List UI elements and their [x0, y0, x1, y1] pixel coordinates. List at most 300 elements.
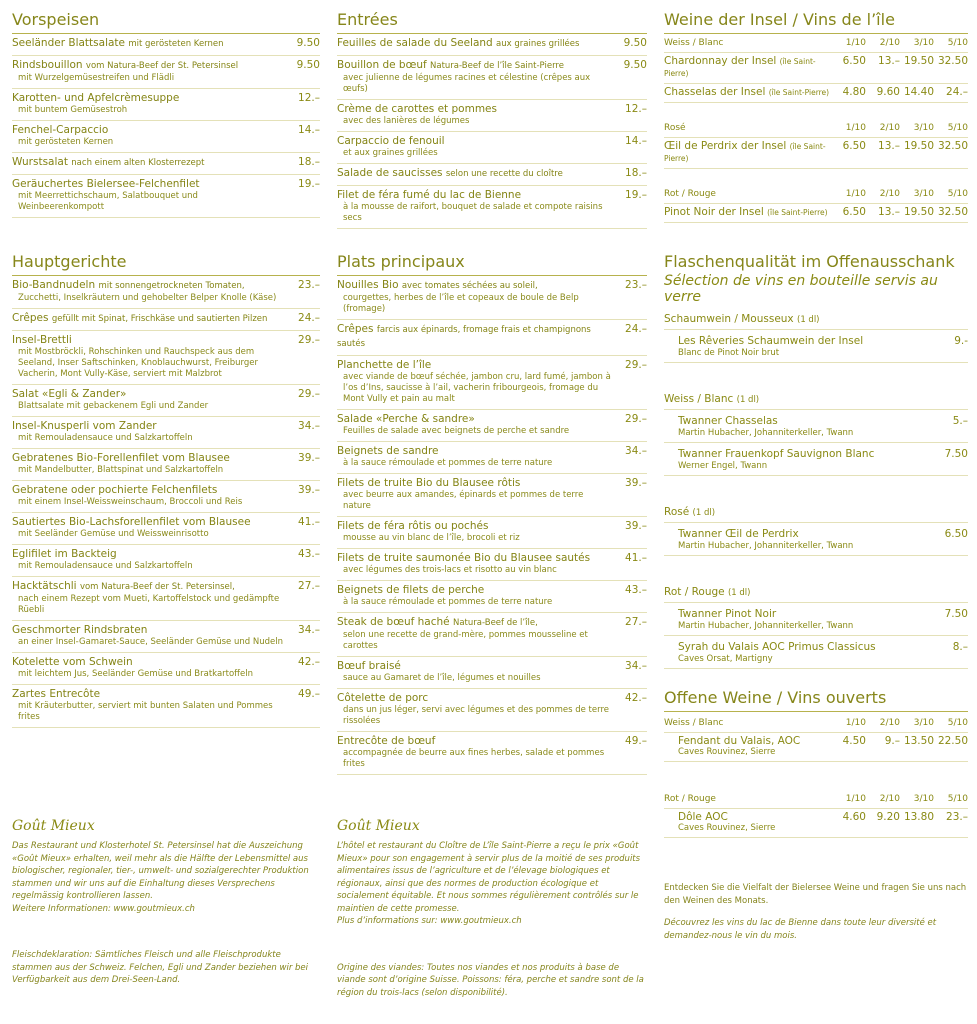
wine-group-label: Rot / Rouge [664, 788, 832, 809]
dish-description: nach einem Rezept vom Mueti, Kartoffelstock und gedämpfte Rüebli [18, 594, 280, 615]
menu-item [337, 164, 647, 186]
open-wine-producer: Caves Rouvinez, Sierre [678, 747, 776, 757]
wine-group-label: Rosé (1 dl) [664, 502, 968, 523]
menu-item [12, 653, 320, 685]
dish-price: 9.50 [296, 59, 320, 71]
wine-price: 6.50 [832, 204, 866, 223]
wine-price: 19.50 [900, 138, 934, 169]
dish-description: selon une recette de grand-mère, pommes mousseline et carottes [343, 630, 588, 651]
wine-group-table [664, 34, 968, 103]
dish-name: Gebratene oder pochierte Felchenfilets [12, 484, 218, 496]
wine-col-label: 3/10 [900, 788, 934, 809]
dish-price: 12.– [625, 103, 647, 115]
dish-description: Blattsalate mit gebackenem Egli und Zander [18, 401, 209, 411]
flaschen-section [664, 252, 968, 669]
dish-price: 24.– [298, 312, 320, 324]
dish-price: 27.– [298, 580, 320, 592]
dish-description: avec viande de bœuf séchée, jambon cru, lard fumé, jambon à l’os d’Ins, saucisse à l’ail, vacherin fribourgeois, fromage du Mont Vully et pain au malt [343, 372, 611, 404]
wine-row [664, 809, 968, 838]
vorspeisen-title: Vorspeisen [12, 10, 320, 34]
wine-row [664, 138, 968, 169]
flaschen-list [664, 309, 968, 669]
dish-price: 34.– [298, 420, 320, 432]
bottle-wine [664, 443, 968, 476]
dish-name: Geräuchertes Bielersee-Felchenfilet [12, 178, 200, 190]
dish-name: Seeländer Blattsalate mit gerösteten Kernen [12, 37, 224, 49]
dish-description: avec légumes des trois-lacs et risotto au vin blanc [343, 565, 557, 575]
dish-description: avec julienne de légumes racines et célestine (crêpes aux œufs) [343, 73, 591, 94]
menu-item [337, 657, 647, 689]
menu-item [12, 153, 320, 175]
offene-title: Offene Weine / Vins ouverts [664, 688, 968, 712]
wine-price: 9.– [866, 733, 900, 762]
wine-note-de: Entdecken Sie die Vielfalt der Bielersee Weine und fragen Sie uns nach den Weinen des Monats. [664, 883, 967, 906]
goutmieux-logo-fr: Goût Mieux [337, 818, 420, 834]
dish-name: Côtelette de porc [337, 692, 429, 704]
menu-item [337, 581, 647, 613]
weine-insel-section [664, 10, 968, 223]
bottle-wine-price: 7.50 [944, 448, 968, 460]
dish-note: aux graines grillées [496, 39, 580, 49]
bottle-wine-name: Twanner Frauenkopf Sauvignon Blanc [678, 448, 875, 460]
wine-col-label: 5/10 [934, 119, 968, 138]
dish-name: Crêpes farcis aux épinards, fromage frais et champignons sautés [337, 323, 591, 349]
bottle-wine-name: Twanner Œil de Perdrix [678, 528, 799, 540]
wine-group-label: Rot / Rouge (1 dl) [664, 582, 968, 603]
dish-name: Filets de féra rôtis ou pochés [337, 520, 489, 532]
dish-note: nach einem alten Klosterrezept [71, 158, 205, 168]
dish-price: 19.– [625, 189, 647, 201]
menu-item [12, 34, 320, 56]
wine-col-label: 2/10 [866, 185, 900, 204]
dish-name: Entrecôte de bœuf [337, 735, 436, 747]
dish-description: et aux graines grillées [343, 148, 438, 158]
bottle-wine-price: 8.– [952, 641, 968, 653]
open-wine-table [664, 788, 968, 838]
wine-origin: (île Saint-Pierre) [664, 57, 816, 78]
menu-item [337, 276, 647, 320]
wine-price: 4.80 [832, 84, 866, 103]
wine-origin: (île Saint-Pierre) [767, 208, 828, 217]
wine-group-measure: (1 dl) [692, 508, 716, 518]
wine-col-label: 5/10 [934, 34, 968, 53]
menu-item [12, 331, 320, 385]
menu-item [12, 309, 320, 331]
menu-item [12, 449, 320, 481]
dish-name: Beignets de filets de perche [337, 584, 485, 596]
dish-price: 42.– [625, 692, 647, 704]
plats-title: Plats principaux [337, 252, 647, 276]
dish-description: mit Remouladensauce und Salzkartoffeln [18, 433, 193, 443]
wine-price: 4.50 [832, 733, 866, 762]
wine-name: Chardonnay der Insel (île Saint-Pierre) [664, 53, 832, 84]
dish-name: Carpaccio de fenouil [337, 135, 445, 147]
wine-price: 14.40 [900, 84, 934, 103]
dish-name: Filet de féra fumé du lac de Bienne [337, 189, 522, 201]
plats-list [337, 276, 647, 775]
dish-price: 39.– [625, 520, 647, 532]
wine-col-label: 1/10 [832, 712, 866, 733]
menu-item [337, 410, 647, 442]
dish-price: 27.– [625, 616, 647, 628]
wine-group-label: Rot / Rouge [664, 185, 832, 204]
menu-item [12, 121, 320, 153]
dish-description: accompagnée de beurre aux fines herbes, salade et pommes frites [343, 748, 605, 769]
wine-price: 13.– [866, 138, 900, 169]
bottle-wine-name: Twanner Pinot Noir [678, 608, 777, 620]
wine-header-row [664, 34, 968, 53]
dish-price: 9.50 [623, 59, 647, 71]
wine-group-label: Schaumwein / Mousseux (1 dl) [664, 309, 968, 330]
hauptgerichte-list [12, 276, 320, 728]
dish-name: Kotelette vom Schwein [12, 656, 133, 668]
dish-price: 41.– [298, 516, 320, 528]
dish-price: 34.– [625, 660, 647, 672]
dish-price: 29.– [298, 334, 320, 346]
wine-col-label: 3/10 [900, 119, 934, 138]
wine-origin: (île Saint-Pierre) [664, 142, 826, 163]
dish-price: 34.– [625, 445, 647, 457]
dish-name: Filets de truite saumonée Bio du Blausee sautés [337, 552, 591, 564]
dish-name: Filets de truite Bio du Blausee rôtis [337, 477, 521, 489]
dish-price: 18.– [625, 167, 647, 179]
bottle-wine [664, 636, 968, 669]
dish-price: 29.– [625, 359, 647, 371]
menu-item [337, 613, 647, 657]
goutmieux-link[interactable]: Weitere Informationen: www.goutmieux.ch [12, 903, 195, 914]
dish-price: 24.– [625, 323, 647, 335]
bottle-wine-price: 6.50 [944, 528, 968, 540]
hauptgerichte-title: Hauptgerichte [12, 252, 320, 276]
dish-price: 39.– [625, 477, 647, 489]
dish-description: dans un jus léger, servi avec légumes et des pommes de terre rissolées [343, 705, 610, 726]
menu-item [12, 513, 320, 545]
dish-note: Natura-Beef de l’île, [452, 618, 538, 628]
vorspeisen-list [12, 34, 320, 218]
dish-description: mousse au vin blanc de l’île, brocoli et riz [343, 533, 520, 543]
meat-declaration: Fleischdeklaration: Sämtliches Fleisch und alle Fleischprodukte stammen aus der Schweiz. Felchen, Egli und Zander beziehen wir bei Verfügbarkeit aus dem Drei-Seen-Land. [12, 950, 309, 985]
wine-price: 32.50 [934, 204, 968, 223]
dish-description: mit Remouladensauce und Salzkartoffeln [18, 561, 193, 571]
dish-description: avec des lanières de légumes [343, 116, 470, 126]
menu-item [12, 545, 320, 577]
menu-item [12, 89, 320, 121]
dish-price: 43.– [625, 584, 647, 596]
menu-item [337, 474, 647, 517]
dish-note: gefüllt mit Spinat, Frischkäse und sautierten Pilzen [51, 314, 268, 324]
wine-price: 22.50 [934, 733, 968, 762]
dish-name: Hacktätschli vom Natura-Beef der St. Petersinsel, [12, 580, 235, 592]
wine-group-measure: (1 dl) [797, 315, 820, 325]
menu-item [12, 481, 320, 513]
wine-header-row [664, 712, 968, 733]
hauptgerichte-section [12, 252, 320, 728]
plats-section [337, 252, 647, 775]
entrees-list [337, 34, 647, 229]
dish-price: 49.– [298, 688, 320, 700]
wine-name [664, 809, 832, 838]
dish-description: Feuilles de salade avec beignets de perche et sandre [343, 426, 570, 436]
menu-item [12, 621, 320, 653]
wine-price: 19.50 [900, 53, 934, 84]
menu-item [337, 186, 647, 229]
wine-note-fr: Découvrez les vins du lac de Bienne dans toute leur diversité et demandez-nous le vin du mois. [664, 918, 937, 941]
dish-price: 23.– [298, 279, 320, 291]
dish-price: 12.– [298, 92, 320, 104]
dish-description: mit Wurzelgemüsestreifen und Flädli [18, 73, 175, 83]
bottle-wine [664, 523, 968, 556]
menu-item [337, 356, 647, 410]
wine-group-label: Rosé [664, 119, 832, 138]
wine-price: 9.20 [866, 809, 900, 838]
wine-price: 6.50 [832, 53, 866, 84]
dish-name: Crêpes gefüllt mit Spinat, Frischkäse und sautierten Pilzen [12, 312, 268, 324]
wine-col-label: 2/10 [866, 788, 900, 809]
dish-name: Insel-Brettli [12, 334, 72, 346]
footer-german [12, 818, 320, 987]
wine-row [664, 733, 968, 762]
footer-wine [664, 882, 968, 942]
dish-name: Salade de saucisses selon une recette du cloître [337, 167, 563, 179]
dish-description: mit buntem Gemüsestroh [18, 105, 128, 115]
wine-price: 13.80 [900, 809, 934, 838]
bottle-wine-name: Twanner Chasselas [678, 415, 778, 427]
dish-name: Bœuf braisé [337, 660, 401, 672]
dish-description: à la sauce rémoulade et pommes de terre nature [343, 458, 553, 468]
open-wine-producer: Caves Rouvinez, Sierre [678, 823, 776, 833]
menu-item [337, 442, 647, 474]
wine-price: 6.50 [832, 138, 866, 169]
dish-name: Fenchel-Carpaccio [12, 124, 109, 136]
menu-item [337, 56, 647, 100]
wine-header-row [664, 788, 968, 809]
dish-price: 43.– [298, 548, 320, 560]
bottle-wine-price: 5.– [952, 415, 968, 427]
wine-price: 13.50 [900, 733, 934, 762]
dish-name: Nouilles Bio avec tomates séchées au soleil, [337, 279, 538, 291]
bottle-wine-price: 7.50 [944, 608, 968, 620]
dish-name: Feuilles de salade du Seeland aux graines grillées [337, 37, 580, 49]
dish-price: 29.– [625, 413, 647, 425]
dish-name: Beignets de sandre [337, 445, 439, 457]
dish-name: Planchette de l’île [337, 359, 432, 371]
dish-description: sauce au Gamaret de l’île, légumes et nouilles [343, 673, 541, 683]
bottle-wine [664, 410, 968, 443]
dish-description: mit einem Insel-Weissweinschaum, Broccoli und Reis [18, 497, 243, 507]
dish-price: 39.– [298, 484, 320, 496]
goutmieux-logo: Goût Mieux [12, 818, 95, 834]
dish-price: 9.50 [623, 37, 647, 49]
flaschen-title: Flaschenqualität im Offenausschank [664, 252, 955, 271]
wine-col-label: 5/10 [934, 788, 968, 809]
dish-description: à la sauce rémoulade et pommes de terre nature [343, 597, 553, 607]
dish-description: Zucchetti, Inselkräutern und gehobelter Belper Knolle (Käse) [18, 293, 277, 303]
wine-group-label: Weiss / Blanc (1 dl) [664, 389, 968, 410]
wine-price: 19.50 [900, 204, 934, 223]
menu-item [337, 732, 647, 775]
entrees-title: Entrées [337, 10, 647, 34]
wine-price: 32.50 [934, 138, 968, 169]
bottle-wine-name: Les Rêveries Schaumwein der Insel [678, 335, 864, 347]
dish-price: 39.– [298, 452, 320, 464]
bottle-wine-producer: Martin Hubacher, Johanniterkeller, Twann [678, 621, 854, 631]
entrees-section [337, 10, 647, 229]
weine-insel-list [664, 34, 968, 223]
dish-name: Eglifilet im Backteig [12, 548, 117, 560]
meat-declaration-fr: Origine des viandes: Toutes nos viandes et nos produits à base de viande sont d’origine Suisse. Poissons: féra, perche et sandre sont de la région du trois-lacs (selon disponibilité). [337, 962, 644, 998]
wine-col-label: 3/10 [900, 34, 934, 53]
wine-col-label: 2/10 [866, 119, 900, 138]
wine-col-label: 5/10 [934, 712, 968, 733]
menu-item [12, 417, 320, 449]
bottle-wine-producer: Martin Hubacher, Johanniterkeller, Twann [678, 428, 854, 438]
wine-group-table [664, 119, 968, 169]
wine-price: 32.50 [934, 53, 968, 84]
dish-name: Rindsbouillon vom Natura-Beef der St. Petersinsel [12, 59, 239, 71]
wine-col-label: 2/10 [866, 34, 900, 53]
wine-name: Chasselas der Insel (île Saint-Pierre) [664, 84, 832, 103]
wine-col-label: 5/10 [934, 185, 968, 204]
dish-name: Bio-Bandnudeln mit sonnengetrockneten Tomaten, [12, 279, 245, 291]
menu-item [337, 549, 647, 581]
bottle-wine-name: Syrah du Valais AOC Primus Classicus [678, 641, 876, 653]
dish-note: avec tomates séchées au soleil, [401, 281, 538, 291]
menu-item [337, 320, 647, 356]
dish-price: 19.– [298, 178, 320, 190]
dish-price: 18.– [298, 156, 320, 168]
menu-item [337, 689, 647, 732]
dish-note: Natura-Beef de l’île Saint-Pierre [430, 61, 564, 71]
wine-price: 13.– [866, 204, 900, 223]
offene-list [664, 712, 968, 838]
bottle-wine-producer: Caves Orsat, Martigny [678, 654, 773, 664]
dish-name: Salat «Egli & Zander» [12, 388, 127, 400]
dish-description: an einer Insel-Gamaret-Sauce, Seeländer Gemüse und Nudeln [18, 637, 283, 647]
dish-price: 23.– [625, 279, 647, 291]
dish-name: Sautiertes Bio-Lachsforellenfilet vom Blausee [12, 516, 251, 528]
bottle-wine [664, 603, 968, 636]
vorspeisen-section [12, 10, 320, 218]
menu-item [337, 517, 647, 549]
bottle-wine [664, 330, 968, 363]
dish-price: 42.– [298, 656, 320, 668]
dish-description: courgettes, herbes de l’île et copeaux de boule de Belp (fromage) [343, 293, 579, 314]
menu-item [12, 175, 320, 218]
menu-item [12, 276, 320, 309]
wine-price: 4.60 [832, 809, 866, 838]
offene-section [664, 688, 968, 838]
wine-name: Pinot Noir der Insel (île Saint-Pierre) [664, 204, 832, 223]
menu-item [12, 385, 320, 417]
dish-name: Crème de carottes et pommes [337, 103, 497, 115]
dish-price: 49.– [625, 735, 647, 747]
wine-group-label: Weiss / Blanc [664, 712, 832, 733]
dish-name: Bouillon de bœuf Natura-Beef de l’île Saint-Pierre [337, 59, 564, 71]
weine-insel-title: Weine der Insel / Vins de l’île [664, 10, 968, 34]
wine-group-table [664, 185, 968, 223]
wine-col-label: 3/10 [900, 185, 934, 204]
dish-description: mit Meerrettichschaum, Salatbouquet und Weinbeerenkompott [18, 191, 198, 212]
wine-price: 13.– [866, 53, 900, 84]
open-wine-name: Fendant du Valais, AOC [678, 735, 801, 747]
dish-description: avec beurre aux amandes, épinards et pommes de terre nature [343, 490, 584, 511]
wine-price: 23.– [934, 809, 968, 838]
dish-description: mit gerösteten Kernen [18, 137, 114, 147]
wine-price: 9.60 [866, 84, 900, 103]
dish-note: farcis aux épinards, fromage frais et champignons sautés [337, 325, 591, 349]
wine-origin: (île Saint-Pierre) [768, 88, 830, 97]
dish-description: mit leichtem Jus, Seeländer Gemüse und Bratkartoffeln [18, 669, 254, 679]
menu-item [12, 685, 320, 728]
dish-description: mit Seeländer Gemüse und Weissweinrisotto [18, 529, 209, 539]
open-wine-table [664, 712, 968, 762]
wine-col-label: 1/10 [832, 185, 866, 204]
dish-name: Salade «Perche & sandre» [337, 413, 475, 425]
dish-name: Steak de bœuf haché Natura-Beef de l’île, [337, 616, 538, 628]
dish-note: mit sonnengetrockneten Tomaten, [98, 281, 245, 291]
dish-description: mit Mostbröckli, Rohschinken und Rauchspeck aus dem Seeland, Inser Saftschinken, Knoblauchwurst, Freiburger Vacherin, Mont Vully-Käse, serviert mit Malzbrot [18, 347, 259, 379]
dish-description: mit Kräuterbutter, serviert mit bunten Salaten und Pommes frites [18, 701, 273, 722]
dish-description: à la mousse de raifort, bouquet de salade et compote raisins secs [343, 202, 603, 223]
goutmieux-link-fr[interactable]: Plus d’informations sur: www.goutmieux.ch [337, 916, 522, 926]
dish-description: mit Mandelbutter, Blattspinat und Salzkartoffeln [18, 465, 224, 475]
flaschen-subtitle: Sélection de vins en bouteille servis au verre [664, 273, 938, 305]
wine-group-measure: (1 dl) [727, 588, 751, 598]
wine-row [664, 53, 968, 84]
wine-group-measure: (1 dl) [736, 395, 760, 405]
wine-col-label: 1/10 [832, 788, 866, 809]
menu-item [12, 56, 320, 89]
wine-price: 24.– [934, 84, 968, 103]
menu-item [337, 132, 647, 164]
dish-price: 41.– [625, 552, 647, 564]
menu-item [337, 34, 647, 56]
dish-price: 29.– [298, 388, 320, 400]
dish-name: Geschmorter Rindsbraten [12, 624, 148, 636]
dish-price: 14.– [625, 135, 647, 147]
dish-note: selon une recette du cloître [445, 169, 563, 179]
wine-col-label: 1/10 [832, 119, 866, 138]
bottle-wine-producer: Blanc de Pinot Noir brut [678, 348, 780, 358]
bottle-wine-producer: Werner Engel, Twann [678, 461, 768, 471]
dish-note: vom Natura-Beef der St. Petersinsel, [79, 582, 235, 592]
wine-name: Œil de Perdrix der Insel (île Saint-Pierre) [664, 138, 832, 169]
bottle-wine-producer: Martin Hubacher, Johanniterkeller, Twann [678, 541, 854, 551]
wine-col-label: 1/10 [832, 34, 866, 53]
dish-note: vom Natura-Beef der St. Petersinsel [85, 61, 239, 71]
wine-col-label: 3/10 [900, 712, 934, 733]
goutmieux-text-fr: L’hôtel et restaurant du Cloître de L’île Saint-Pierre a reçu le prix «Goût Mieux» pour son engagement à servir plus de la moitié de ses produits alimentaires issus de l’agriculture et de l’élevage biologiques et régionaux, ainsi que des normes de production écologique et socialement équitable. Et nous sommes régulièrement contrôlés sur le maintien de cette promesse. [337, 841, 641, 914]
dish-price: 9.50 [296, 37, 320, 49]
dish-name: Insel-Knusperli vom Zander [12, 420, 157, 432]
dish-name: Zartes Entrecôte [12, 688, 101, 700]
open-wine-name: Dôle AOC [678, 811, 728, 823]
wine-row [664, 204, 968, 223]
wine-col-label: 2/10 [866, 712, 900, 733]
wine-group-label: Weiss / Blanc [664, 34, 832, 53]
wine-header-row [664, 119, 968, 138]
wine-name [664, 733, 832, 762]
dish-note: mit gerösteten Kernen [128, 39, 224, 49]
dish-name: Gebratenes Bio-Forellenfilet vom Blausee [12, 452, 230, 464]
dish-name: Karotten- und Apfelcrèmesuppe [12, 92, 180, 104]
dish-name: Wurstsalat nach einem alten Klosterrezept [12, 156, 205, 168]
footer-french [337, 818, 647, 999]
wine-header-row [664, 185, 968, 204]
menu-item [12, 577, 320, 621]
goutmieux-text: Das Restaurant und Klosterhotel St. Petersinsel hat die Auszeichung «Goût Mieux» erhalten, weil mehr als die Hälfte der Lebensmittel aus biologischer, regionaler, tier-, umwelt- und sozialgerechter Produktion stammen und wir uns auf die Einhaltung dieses Versprechens regelmässig kontrollieren lassen. [12, 841, 309, 901]
dish-price: 34.– [298, 624, 320, 636]
